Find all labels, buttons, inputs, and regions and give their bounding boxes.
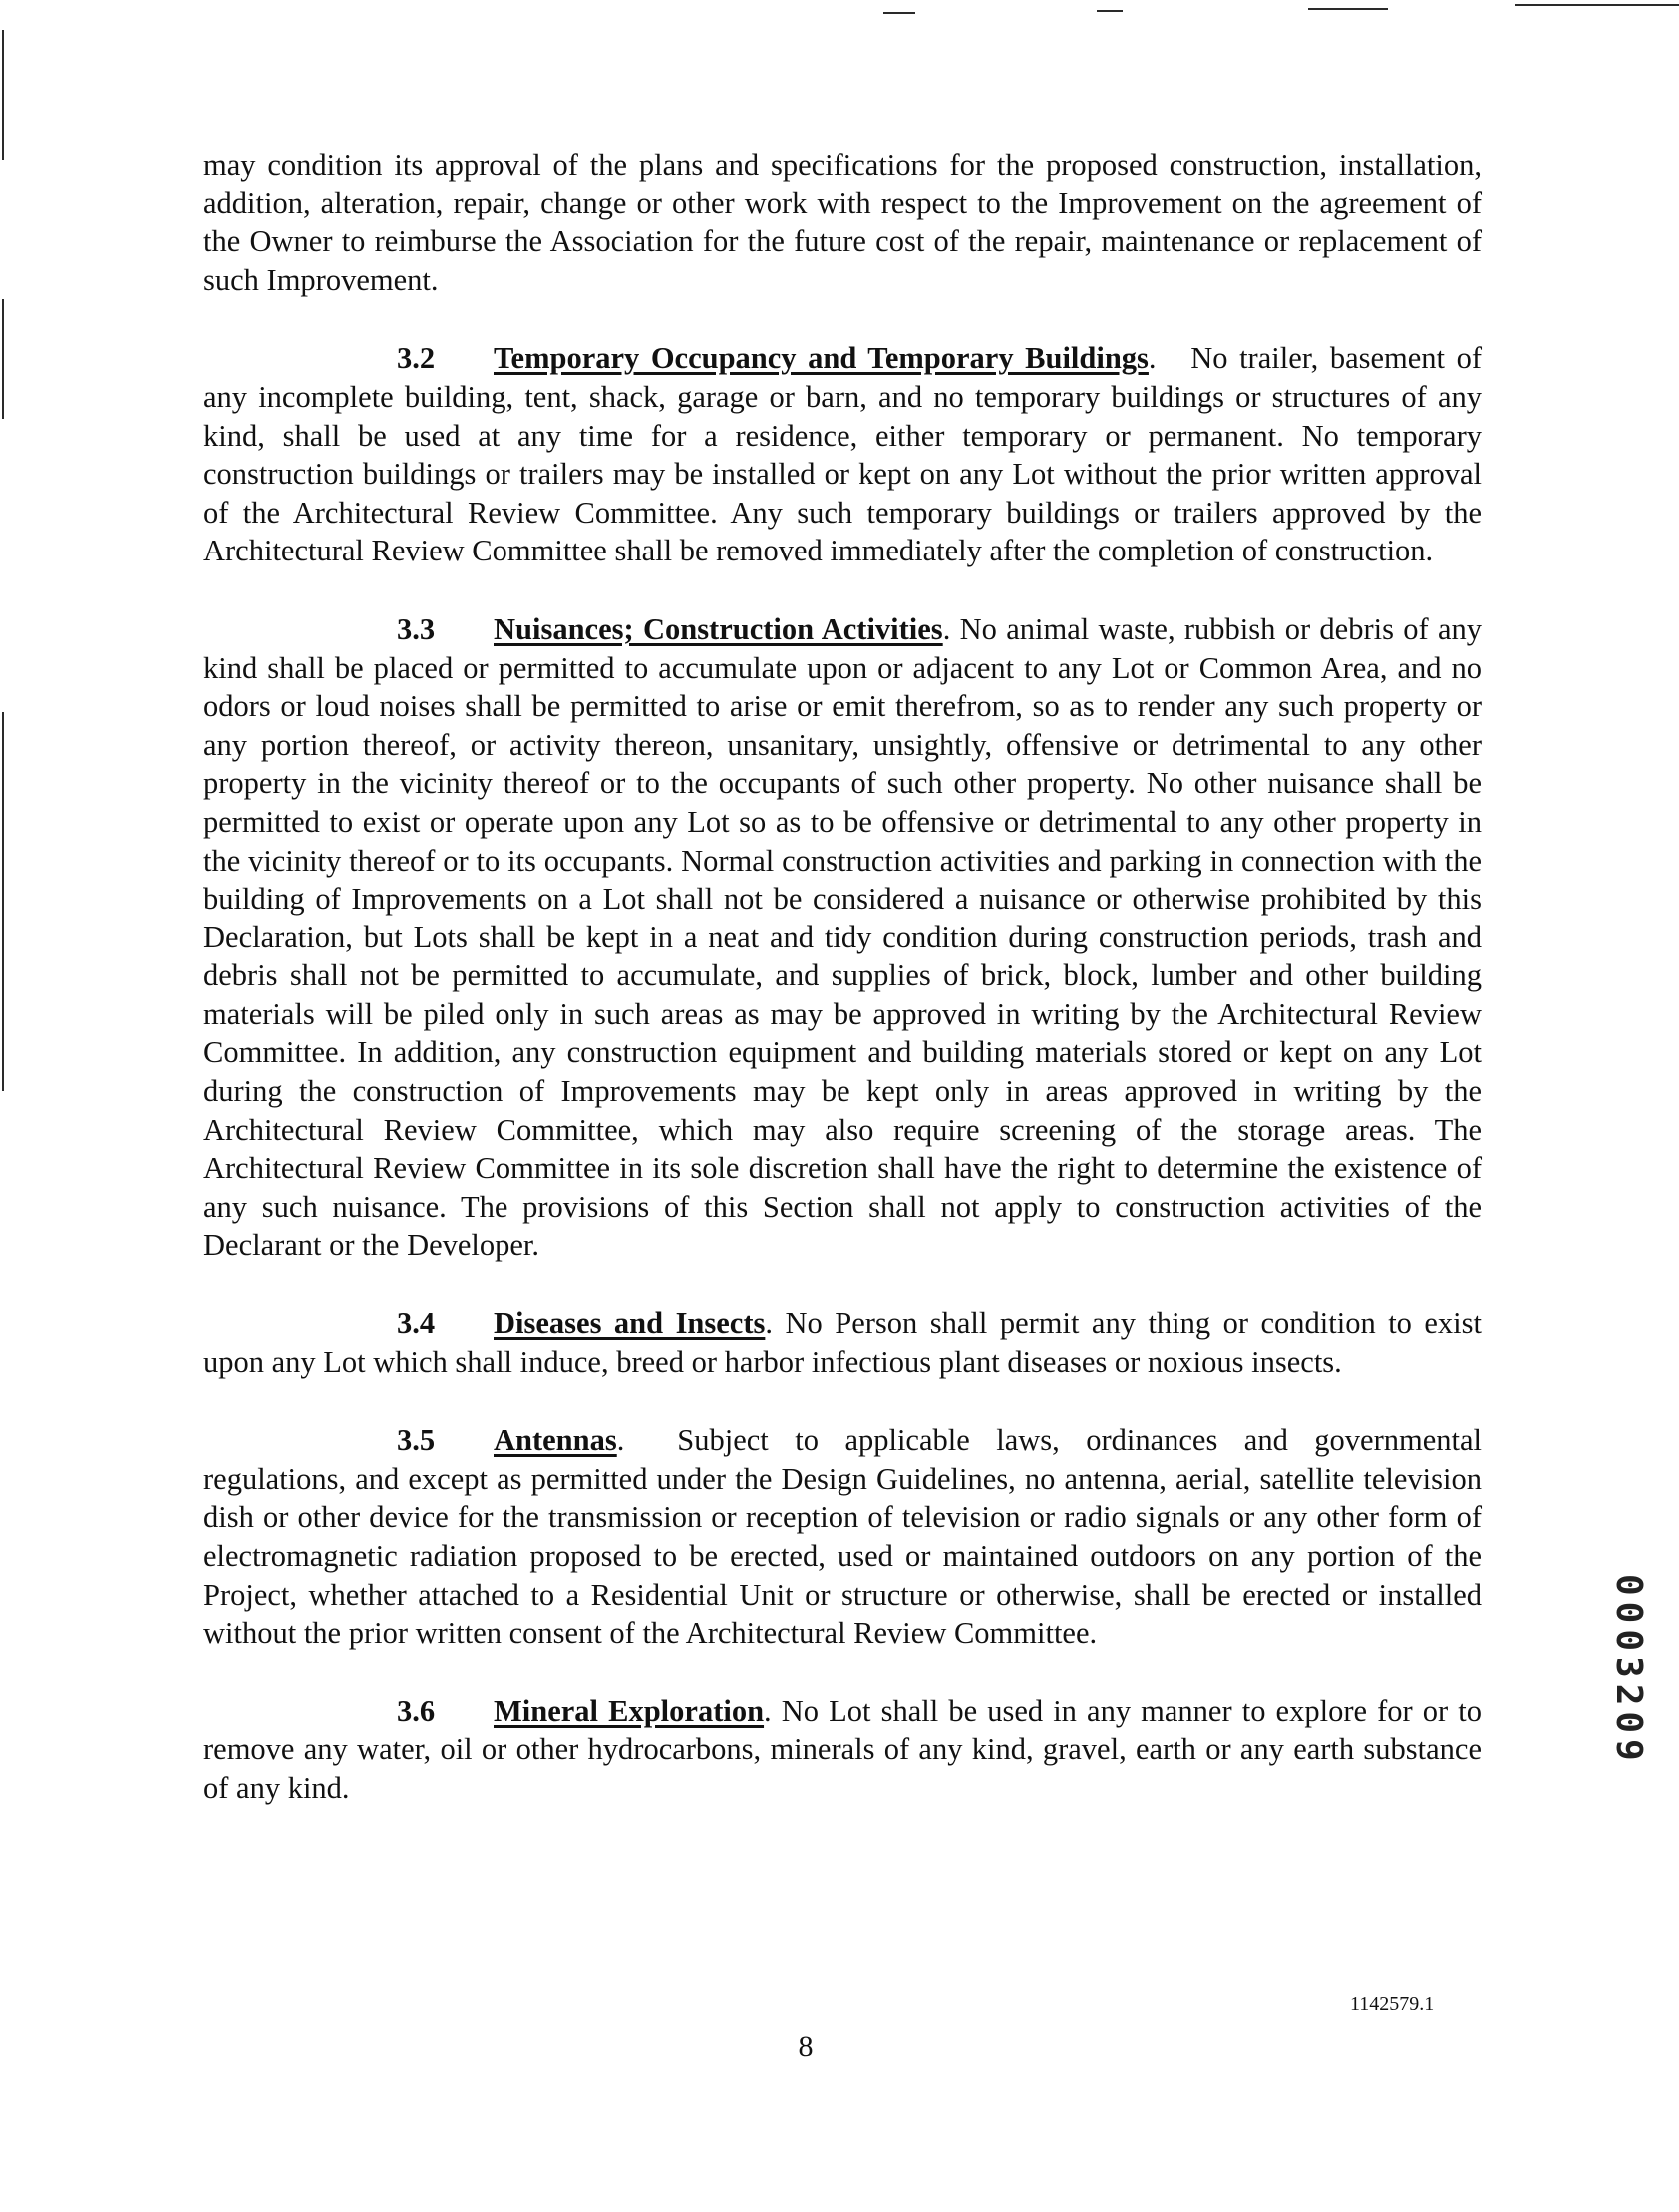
section-3-2: 3.2 Temporary Occupancy and Temporary Buildings. No trailer, basement of any incomplete building, tent, shack, garage or barn, and no temporary buildings or structures of any kind, shall be used at any time for a residence, either temporary or permanent. No temporary construction buildings or trailers may be installed or kept on any Lot without the prior written approval of the Architectural Review Committee. Any such temporary buildings or trailers approved by the Architectural Review Committee shall be removed immediately after the completion of construction. (203, 341, 1482, 568)
section-text: No Person shall permit any thing or condition to exist upon any Lot which shall induce, breed or harbor infectious plant diseases or noxious insects. (203, 1306, 1482, 1379)
section-3-4: 3.4 Diseases and Insects. No Person shall permit any thing or condition to exist upon any Lot which shall induce, breed or harbor infectious plant diseases or noxious insects. (203, 1306, 1482, 1379)
section-text: No trailer, basement of any incomplete building, tent, shack, garage or barn, and no temporary buildings or structures of any kind, shall be used at any time for a residence, either temporary or permanent. No temporary construction buildings or trailers may be installed or kept on any Lot without the prior written approval of the Architectural Review Committee. Any such temporary buildings or trailers approved by the Architectural Review Committee shall be removed immediately after the completion of construction. (203, 341, 1482, 568)
section-title: Temporary Occupancy and Temporary Buildings (494, 341, 1149, 376)
scan-mark-top-2 (1097, 10, 1123, 12)
document-number: 1142579.1 (1350, 1993, 1435, 2015)
section-number: 3.5 (397, 1423, 436, 1458)
section-3-5: 3.5 Antennas. Subject to applicable laws, ordinances and governmental regulations, and except as permitted under the Design Guidelines, no antenna, aerial, satellite television dish or other device for the transmission or reception of television or radio signals or any other form of electromagnetic radiation proposed to be erected, used or maintained outdoors on any portion of the Project, whether attached to a Residential Unit or structure or otherwise, shall be erected or installed without the prior written consent of the Architectural Review Committee. (203, 1423, 1482, 1651)
section-number: 3.2 (397, 341, 436, 376)
scan-mark-left-3 (2, 712, 4, 1091)
scan-mark-left-2 (2, 299, 4, 419)
section-number: 3.4 (397, 1306, 436, 1341)
section-text: No animal waste, rubbish or debris of any kind shall be placed or permitted to accumulate upon or adjacent to any Lot or Common Area, and no odors or loud noises shall be permitted to arise or emit therefrom, so as to render any such property or any portion thereof, or activity thereon, unsanitary, unsightly, offensive or detrimental to any other property in the vicinity thereof or to the occupants of such other property. No other nuisance shall be permitted to exist or operate upon any Lot so as to be offensive or detrimental to any other property in the vicinity thereof or to its occupants. Normal construction activities and parking in connection with the building of Improvements on a Lot shall not be considered a nuisance or otherwise prohibited by this Declaration, but Lots shall be kept in a neat and tidy condition during construction periods, trash and debris shall not be permitted to accumulate, and supplies of brick, block, lumber and other building materials will be piled only in such areas as may be approved in writing by the Architectural Review Committee. In addition, any construction equipment and building materials stored or kept on any Lot during the construction of Improvements may be kept only in areas approved in writing by the Architectural Review Committee, which may also require screening of the storage areas. The Architectural Review Committee in its sole discretion shall have the right to determine the existence of any such nuisance. The provisions of this Section shall not apply to construction activities of the Declarant or the Developer. (203, 611, 1482, 1263)
scan-mark-top-4 (1515, 4, 1679, 6)
section-3-6: 3.6 Mineral Exploration. No Lot shall be used in any manner to explore for or to remove any water, oil or other hydrocarbons, minerals of any kind, gravel, earth or any earth substance of any kind. (203, 1693, 1483, 1805)
paragraph-continuation (203, 146, 1482, 299)
scan-mark-left-1 (2, 30, 4, 160)
section-title: Mineral Exploration (494, 1693, 765, 1728)
scan-mark-top-3 (1308, 8, 1388, 10)
section-text: Subject to applicable laws, ordinances and governmental regulations, and except as permitted under the Design Guidelines, no antenna, aerial, satellite television dish or other device for the transmission or reception of television or radio signals or any other form of electromagnetic radiation proposed to be erected, used or maintained outdoors on any portion of the Project, whether attached to a Residential Unit or structure or otherwise, shall be erected or installed without the prior written consent of the Architectural Review Committee. (203, 1423, 1482, 1651)
page-number: 8 (798, 2030, 814, 2063)
section-number: 3.3 (397, 611, 436, 646)
section-text: No Lot shall be used in any manner to explore for or to remove any water, oil or other hydrocarbons, minerals of any kind, gravel, earth or any earth substance of any kind. (203, 1693, 1483, 1805)
section-title: Diseases and Insects (494, 1306, 766, 1341)
scan-mark-top-1 (883, 12, 915, 14)
section-title: Antennas (494, 1423, 617, 1458)
section-title: Nuisances; Construction Activities (494, 611, 943, 646)
side-stamp (1608, 1568, 1653, 1947)
section-3-3: 3.3 Nuisances; Construction Activities. No animal waste, rubbish or debris of any kind shall be placed or permitted to accumulate upon or adjacent to any Lot or Common Area, and no odors or loud noises shall be permitted to arise or emit therefrom, so as to render any such property or any portion thereof, or activity thereon, unsanitary, unsightly, offensive or detrimental to any other property in the vicinity thereof or to the occupants of such other property. No other nuisance shall be permitted to exist or operate upon any Lot so as to be offensive or detrimental to any other property in the vicinity thereof or to its occupants. Normal construction activities and parking in connection with the building of Improvements on a Lot shall not be considered a nuisance or otherwise prohibited by this Declaration, but Lots shall be kept in a neat and tidy condition during construction periods, trash and debris shall not be permitted to accumulate, and supplies of brick, block, lumber and other building materials will be piled only in such areas as may be approved in writing by the Architectural Review Committee. In addition, any construction equipment and building materials stored or kept on any Lot during the construction of Improvements may be kept only in areas approved in writing by the Architectural Review Committee, which may also require screening of the storage areas. The Architectural Review Committee in its sole discretion shall have the right to determine the existence of any such nuisance. The provisions of this Section shall not apply to construction activities of the Declarant or the Developer. (203, 611, 1482, 1263)
document-body (203, 146, 1482, 1848)
paragraph-text: may condition its approval of the plans and specifications for the proposed construction, installation, addition, alteration, repair, change or other work with respect to the Improvement on the agreement of the Owner to reimburse the Association for the future cost of the repair, maintenance or replacement of such Improvement. (203, 148, 1482, 297)
side-stamp-text: 0003209 (1608, 1574, 1649, 1767)
section-number: 3.6 (397, 1693, 436, 1728)
